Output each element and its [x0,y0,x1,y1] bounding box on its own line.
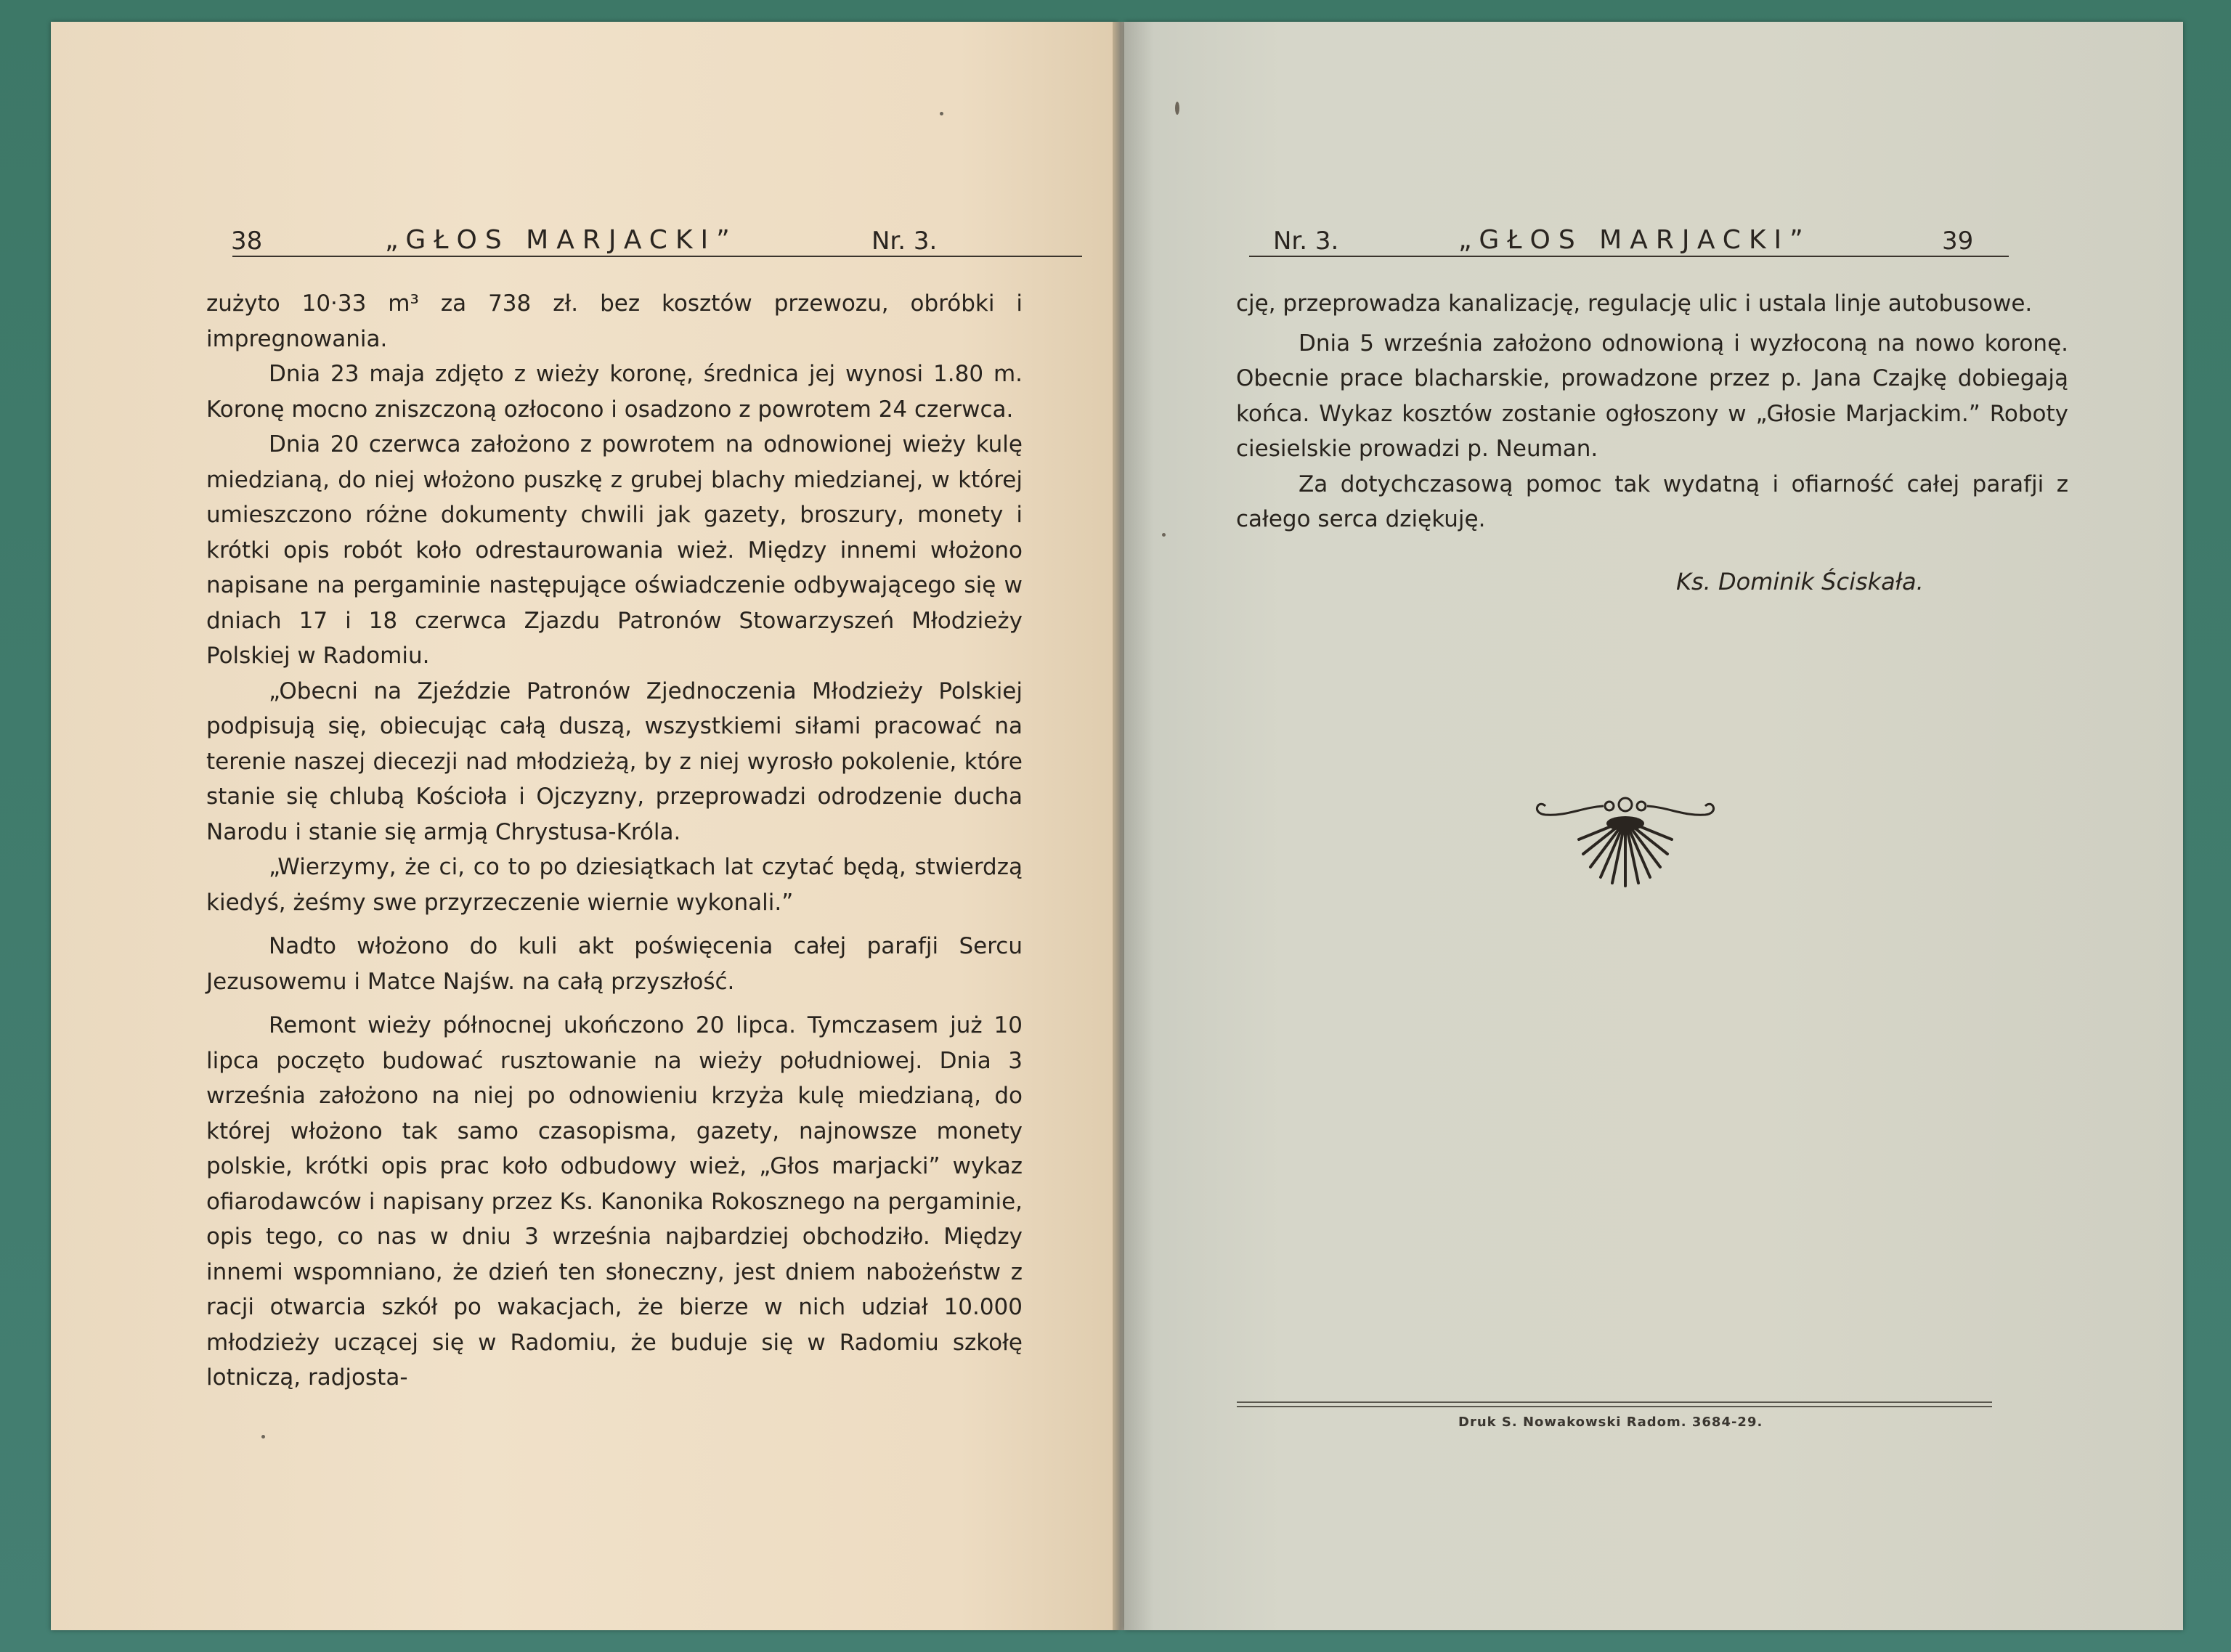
right-issue-number: Nr. 3. [1273,227,1339,256]
left-page-header [51,206,1118,257]
decorative-ornament-icon [1531,792,1720,893]
right-page-header [1124,206,2183,257]
right-page [1124,22,2183,1630]
left-paragraph-7: Remont wieży północnej ukończono 20 lipca. Tymczasem już 10 lipca poczęto budować rusztowanie na wieży południowej. Dnia 3 września założono na niej po odnowieniu krzyża kulę miedzianą, do której włożono tak samo czasopisma, gazety, najnowsze monety polskie, krótki opis prac koło odbudowy wież, „Głos marjacki” wykaz ofiarodawców i napisany przez Ks. Kanonika Rokosznego na pergaminie, opis tego, co nas w dniu 3 września najbardziej obchodziło. Między innemi wspomniano, że dzień ten słoneczny, jest dniem nabożeństw z racji otwarcia szkół po wakacjach, że bierze w nich udział 10.000 młodzieży uczącej się w Radomiu, że buduje się w Radomiu szkołę lotniczą, radjosta- [206,1012,1023,1391]
left-journal-title: „GŁOS MARJACKI” [385,225,738,255]
paper-speck [1175,102,1179,115]
printer-imprint: Druk S. Nowakowski Radom. 3684-29. [1458,1415,1763,1430]
left-paragraph-3: Dnia 20 czerwca założono z powrotem na odnowionej wieży kulę miedzianą, do niej włożono puszkę z grubej blachy miedzianej, w której umieszczono różne dokumenty chwili jak gazety, broszury, monety i krótki opis robót koło odrestaurowania wież. Między innemi włożono napisane na pergaminie następujące oświadczenie odbywającego się w dniach 17 i 18 czerwca Zjazdu Patronów Stowarzyszeń Młodzieży Polskiej w Radomiu. [206,431,1023,669]
signature: Ks. Dominik Ściskała. [1676,568,1924,595]
left-page-number: 38 [231,227,263,256]
right-page-body [1236,286,2068,537]
right-paragraph-1: cję, przeprowadza kanalizację, regulację ulic i ustala linje autobusowe. [1236,290,2033,317]
left-paragraph-4: „Obecni na Zjeździe Patronów Zjednoczenia Młodzieży Polskiej podpisują się, obiecując całą duszą, wszystkiemi siłami pracować na terenie naszej diecezji nad młodzieżą, by z niej wyrosło pokolenie, które stanie się chlubą Kościoła i Ojczyzny, przeprowadzi odrodzenie ducha Narodu i stanie się armją Chrystusa-Króla. [206,678,1023,845]
left-paragraph-2: Dnia 23 maja zdjęto z wieży koronę, średnica jej wynosi 1.80 m. Koronę mocno zniszczoną ozłocono i osadzono z powrotem 24 czerwca. [206,361,1023,423]
right-paragraph-2: Dnia 5 września założono odnowioną i wyzłoconą na nowo koronę. Obecnie prace blacharskie, prowadzone przez p. Jana Czajkę dobiegają końca. Wykaz kosztów zostanie ogłoszony w „Głosie Marjackim.” Roboty ciesielskie prowadzi p. Neuman. [1236,330,2068,462]
right-page-number: 39 [1942,227,1974,256]
left-page-body [206,286,1023,1396]
paper-speck [1162,533,1166,537]
right-journal-title: „GŁOS MARJACKI” [1458,225,1811,255]
right-header-rule [1249,256,2009,257]
right-paragraph-3: Za dotychczasową pomoc tak wydatną i ofiarność całej parafji z całego serca dziękuję. [1236,471,2068,532]
paper-speck [261,1435,265,1439]
left-paragraph-1: zużyto 10·33 m³ za 738 zł. bez kosztów przewozu, obróbki i impregnowania. [206,290,1023,352]
left-page [51,22,1118,1630]
left-paragraph-6: Nadto włożono do kuli akt poświęcenia całej parafji Sercu Jezusowemu i Matce Najśw. na całą przyszłość. [206,933,1023,995]
page-gutter-shadow [1124,22,1153,1630]
footer-rule-top [1237,1401,1992,1403]
footer-rule-bottom [1237,1406,1992,1407]
left-paragraph-5: „Wierzymy, że ci, co to po dziesiątkach lat czytać będą, stwierdzą kiedyś, żeśmy swe przyrzeczenie wiernie wykonali.” [206,854,1023,916]
paper-speck [940,112,943,115]
left-issue-number: Nr. 3. [871,227,938,256]
left-header-rule [232,256,1082,257]
